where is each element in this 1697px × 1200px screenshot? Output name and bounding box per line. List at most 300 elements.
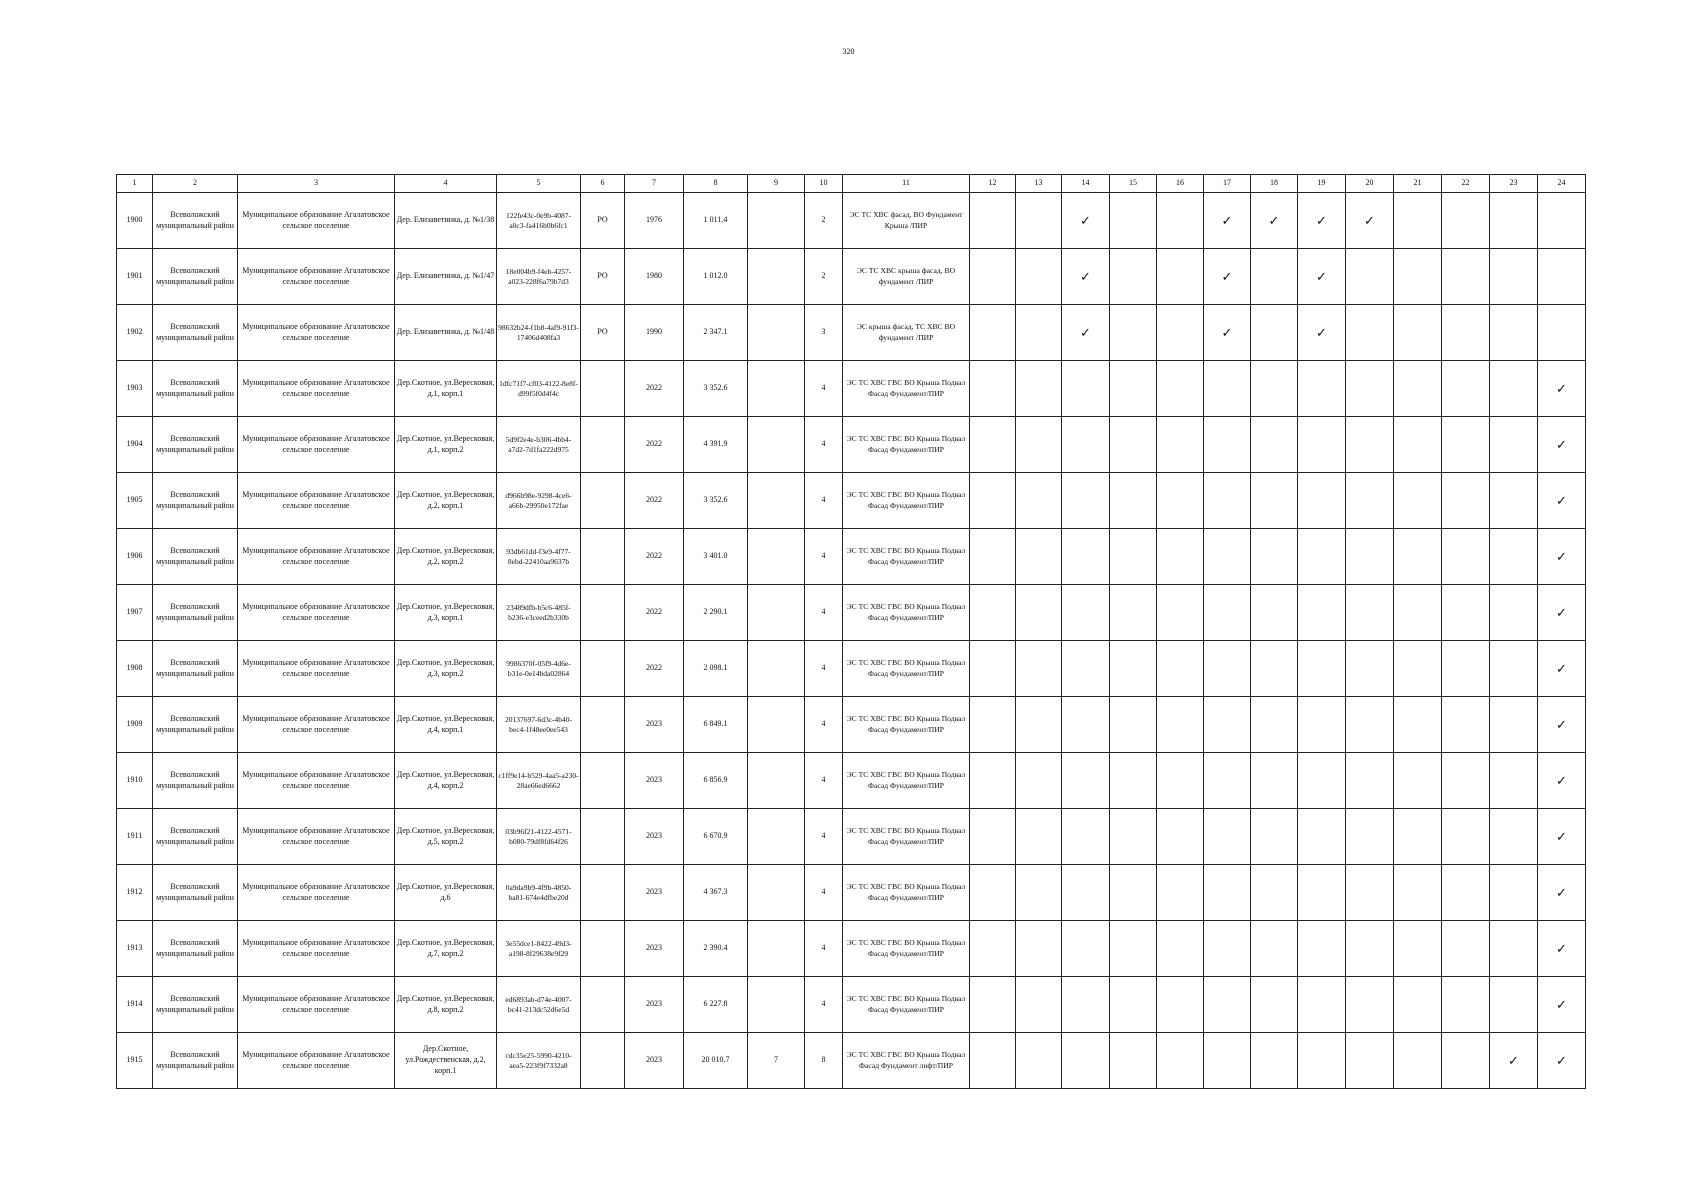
empty-cell [1298, 585, 1346, 641]
empty-cell [1442, 753, 1490, 809]
empty-cell [1157, 473, 1204, 529]
municipality-cell: Муниципальное образование Агалатовское сельское поселение [238, 865, 395, 921]
year-cell: 2023 [625, 1033, 684, 1089]
area-cell: 1 012.0 [684, 249, 748, 305]
row-number-cell: 1911 [117, 809, 153, 865]
building-id-cell: cdc35e25-5990-4210-aea5-223f9f7332a8 [497, 1033, 581, 1089]
area-cell: 20 010.7 [684, 1033, 748, 1089]
address-cell: Дер.Скотное, ул.Вересковая, д.6 [395, 865, 497, 921]
table-body [117, 193, 1586, 1089]
empty-cell [1062, 417, 1110, 473]
column-header-21: 21 [1394, 175, 1442, 193]
year-cell: 1980 [625, 249, 684, 305]
empty-cell [1394, 249, 1442, 305]
empty-cell [1062, 753, 1110, 809]
works-cell: ЭС ТС ХВС ГВС ВО Крыша Подвал Фасад Фундамент/ПИР [843, 697, 970, 753]
empty-cell [1298, 809, 1346, 865]
empty-cell [1157, 361, 1204, 417]
municipality-cell: Муниципальное образование Агалатовское сельское поселение [238, 193, 395, 249]
empty-cell [1394, 193, 1442, 249]
empty-cell [1298, 1033, 1346, 1089]
empty-cell [970, 249, 1016, 305]
row-number-cell: 1915 [117, 1033, 153, 1089]
empty-cell [1157, 753, 1204, 809]
empty-cell [970, 361, 1016, 417]
column-header-18: 18 [1251, 175, 1298, 193]
column-9-cell [748, 921, 805, 977]
row-number-cell: 1900 [117, 193, 153, 249]
column-header-15: 15 [1110, 175, 1157, 193]
empty-cell [1298, 529, 1346, 585]
type-cell [581, 921, 625, 977]
empty-cell [970, 809, 1016, 865]
empty-cell [1016, 809, 1062, 865]
row-number-cell: 1904 [117, 417, 153, 473]
row-number-cell: 1906 [117, 529, 153, 585]
floors-cell: 4 [805, 361, 843, 417]
area-cell: 3 352.6 [684, 361, 748, 417]
empty-cell [1346, 473, 1394, 529]
empty-cell [1442, 193, 1490, 249]
type-cell [581, 529, 625, 585]
type-cell [581, 585, 625, 641]
empty-cell [1394, 809, 1442, 865]
building-id-cell: 18e004b9-f4eb-4257-a023-228f6a79b7d3 [497, 249, 581, 305]
column-header-10: 10 [805, 175, 843, 193]
column-9-cell [748, 249, 805, 305]
type-cell: РО [581, 249, 625, 305]
empty-cell [1490, 305, 1538, 361]
column-header-7: 7 [625, 175, 684, 193]
floors-cell: 4 [805, 585, 843, 641]
empty-cell [1062, 585, 1110, 641]
column-9-cell [748, 977, 805, 1033]
checkmark-icon: ✓ [1298, 249, 1346, 305]
empty-cell [1016, 865, 1062, 921]
building-id-cell: 98632b24-f1b8-4af9-91f3-17406d408fa3 [497, 305, 581, 361]
checkmark-icon: ✓ [1298, 305, 1346, 361]
empty-cell [1442, 809, 1490, 865]
building-id-cell: 3e55dce1-8422-49d3-a198-8f29638e9f29 [497, 921, 581, 977]
column-header-4: 4 [395, 175, 497, 193]
table-row [117, 641, 1586, 697]
address-cell: Дер. Елизаветинка, д. №1/38 [395, 193, 497, 249]
works-cell: ЭС ТС ХВС ГВС ВО Крыша Подвал Фасад Фундамент/ПИР [843, 417, 970, 473]
address-cell: Дер.Скотное, ул.Вересковая, д.3, корп.2 [395, 641, 497, 697]
column-9-cell [748, 361, 805, 417]
works-cell: ЭС ТС ХВС ГВС ВО Крыша Подвал Фасад Фундамент/ПИР [843, 585, 970, 641]
area-cell: 3 352.6 [684, 473, 748, 529]
empty-cell [1204, 361, 1251, 417]
works-cell: ЭС ТС ХВС ГВС ВО Крыша Подвал Фасад Фундамент/ПИР [843, 361, 970, 417]
district-cell: Всеволожский муниципальный район [153, 193, 238, 249]
empty-cell [1394, 585, 1442, 641]
building-id-cell: 0a9da9b9-4f9b-4850-ba81-674e4dfbe20d [497, 865, 581, 921]
column-9-cell [748, 473, 805, 529]
empty-cell [1204, 473, 1251, 529]
empty-cell [1442, 361, 1490, 417]
floors-cell: 4 [805, 417, 843, 473]
column-header-1: 1 [117, 175, 153, 193]
column-header-16: 16 [1157, 175, 1204, 193]
empty-cell [1490, 585, 1538, 641]
empty-cell [1490, 697, 1538, 753]
empty-cell [1016, 697, 1062, 753]
municipality-cell: Муниципальное образование Агалатовское сельское поселение [238, 1033, 395, 1089]
table-row [117, 585, 1586, 641]
area-cell: 6 670.9 [684, 809, 748, 865]
empty-cell [1110, 473, 1157, 529]
district-cell: Всеволожский муниципальный район [153, 529, 238, 585]
empty-cell [1204, 529, 1251, 585]
area-cell: 2 098.1 [684, 641, 748, 697]
empty-cell [1110, 585, 1157, 641]
floors-cell: 4 [805, 697, 843, 753]
district-cell: Всеволожский муниципальный район [153, 697, 238, 753]
empty-cell [1062, 1033, 1110, 1089]
empty-cell [1157, 585, 1204, 641]
column-9-cell [748, 641, 805, 697]
row-number-cell: 1905 [117, 473, 153, 529]
type-cell [581, 865, 625, 921]
floors-cell: 4 [805, 641, 843, 697]
empty-cell [1298, 921, 1346, 977]
empty-cell [1157, 193, 1204, 249]
column-header-3: 3 [238, 175, 395, 193]
empty-cell [1298, 361, 1346, 417]
municipality-cell: Муниципальное образование Агалатовское сельское поселение [238, 361, 395, 417]
empty-cell [1394, 977, 1442, 1033]
empty-cell [1204, 1033, 1251, 1089]
address-cell: Дер.Скотное, ул.Вересковая, д.1, корп.2 [395, 417, 497, 473]
empty-cell [1490, 417, 1538, 473]
checkmark-icon: ✓ [1062, 249, 1110, 305]
type-cell [581, 1033, 625, 1089]
empty-cell [1298, 865, 1346, 921]
year-cell: 2022 [625, 585, 684, 641]
empty-cell [1110, 361, 1157, 417]
building-id-cell: 9986370f-05f9-4d6e-b31e-0e14bda02864 [497, 641, 581, 697]
checkmark-icon: ✓ [1490, 1033, 1538, 1089]
address-cell: Дер.Скотное, ул.Вересковая, д.5, корп.2 [395, 809, 497, 865]
empty-cell [1442, 1033, 1490, 1089]
floors-cell: 4 [805, 529, 843, 585]
empty-cell [1251, 697, 1298, 753]
works-cell: ЭС ТС ХВС ГВС ВО Крыша Подвал Фасад Фундамент/ПИР [843, 977, 970, 1033]
empty-cell [1346, 697, 1394, 753]
type-cell [581, 753, 625, 809]
column-9-cell: 7 [748, 1033, 805, 1089]
column-9-cell [748, 417, 805, 473]
empty-cell [1490, 753, 1538, 809]
empty-cell [1442, 249, 1490, 305]
table-row [117, 305, 1586, 361]
building-id-cell: 122fe43c-0e9b-4087-a0c3-fa416b0b6fc1 [497, 193, 581, 249]
empty-cell [1251, 305, 1298, 361]
district-cell: Всеволожский муниципальный район [153, 585, 238, 641]
type-cell [581, 417, 625, 473]
type-cell [581, 473, 625, 529]
empty-cell [1110, 865, 1157, 921]
checkmark-icon: ✓ [1538, 921, 1586, 977]
row-number-cell: 1903 [117, 361, 153, 417]
empty-cell [1016, 473, 1062, 529]
checkmark-icon: ✓ [1204, 305, 1251, 361]
empty-cell [970, 473, 1016, 529]
empty-cell [1157, 977, 1204, 1033]
column-9-cell [748, 529, 805, 585]
empty-cell [1346, 361, 1394, 417]
checkmark-icon: ✓ [1538, 1033, 1586, 1089]
empty-cell [970, 977, 1016, 1033]
column-header-5: 5 [497, 175, 581, 193]
year-cell: 2023 [625, 697, 684, 753]
address-cell: Дер. Елизаветинка, д. №1/47 [395, 249, 497, 305]
table-row [117, 977, 1586, 1033]
empty-cell [1251, 865, 1298, 921]
empty-cell [1251, 361, 1298, 417]
empty-cell [1490, 361, 1538, 417]
works-cell: ЭС ТС ХВС ГВС ВО Крыша Подвал Фасад Фундамент лифт/ПИР [843, 1033, 970, 1089]
checkmark-icon: ✓ [1538, 361, 1586, 417]
type-cell [581, 361, 625, 417]
empty-cell [1251, 641, 1298, 697]
empty-cell [1204, 753, 1251, 809]
district-cell: Всеволожский муниципальный район [153, 417, 238, 473]
empty-cell [1346, 809, 1394, 865]
empty-cell [1346, 977, 1394, 1033]
address-cell: Дер.Скотное, ул.Вересковая, д.4, корп.2 [395, 753, 497, 809]
year-cell: 2023 [625, 921, 684, 977]
table-row [117, 1033, 1586, 1089]
checkmark-icon: ✓ [1538, 473, 1586, 529]
address-cell: Дер.Скотное, ул.Вересковая, д.4, корп.1 [395, 697, 497, 753]
column-header-8: 8 [684, 175, 748, 193]
empty-cell [970, 417, 1016, 473]
table-row [117, 865, 1586, 921]
floors-cell: 4 [805, 809, 843, 865]
checkmark-icon: ✓ [1538, 417, 1586, 473]
address-cell: Дер. Елизаветинка, д. №1/48 [395, 305, 497, 361]
type-cell: РО [581, 305, 625, 361]
table-row [117, 921, 1586, 977]
checkmark-icon: ✓ [1251, 193, 1298, 249]
empty-cell [1394, 697, 1442, 753]
empty-cell [1394, 473, 1442, 529]
works-cell: ЭС ТС ХВС ГВС ВО Крыша Подвал Фасад Фундамент/ПИР [843, 473, 970, 529]
empty-cell [1251, 249, 1298, 305]
floors-cell: 4 [805, 977, 843, 1033]
year-cell: 2022 [625, 361, 684, 417]
empty-cell [1016, 193, 1062, 249]
works-cell: ЭС ТС ХВС ГВС ВО Крыша Подвал Фасад Фундамент/ПИР [843, 753, 970, 809]
empty-cell [1251, 977, 1298, 1033]
empty-cell [970, 193, 1016, 249]
empty-cell [1062, 865, 1110, 921]
floors-cell: 4 [805, 473, 843, 529]
empty-cell [1298, 753, 1346, 809]
empty-cell [1538, 249, 1586, 305]
empty-cell [1346, 865, 1394, 921]
year-cell: 2023 [625, 809, 684, 865]
empty-cell [1346, 641, 1394, 697]
empty-cell [1016, 305, 1062, 361]
table-row [117, 473, 1586, 529]
municipality-cell: Муниципальное образование Агалатовское сельское поселение [238, 921, 395, 977]
floors-cell: 2 [805, 193, 843, 249]
column-header-20: 20 [1346, 175, 1394, 193]
row-number-cell: 1908 [117, 641, 153, 697]
empty-cell [1157, 641, 1204, 697]
address-cell: Дер.Скотное, ул.Вересковая, д.2, корп.2 [395, 529, 497, 585]
empty-cell [1062, 697, 1110, 753]
empty-cell [1490, 193, 1538, 249]
empty-cell [970, 697, 1016, 753]
checkmark-icon: ✓ [1062, 305, 1110, 361]
floors-cell: 8 [805, 1033, 843, 1089]
district-cell: Всеволожский муниципальный район [153, 809, 238, 865]
empty-cell [1490, 529, 1538, 585]
empty-cell [1157, 1033, 1204, 1089]
area-cell: 1 011.4 [684, 193, 748, 249]
empty-cell [970, 585, 1016, 641]
empty-cell [1110, 417, 1157, 473]
area-cell: 4 391.9 [684, 417, 748, 473]
checkmark-icon: ✓ [1538, 585, 1586, 641]
empty-cell [970, 921, 1016, 977]
empty-cell [1016, 641, 1062, 697]
empty-cell [1016, 753, 1062, 809]
empty-cell [1157, 809, 1204, 865]
empty-cell [1394, 865, 1442, 921]
empty-cell [1442, 977, 1490, 1033]
column-9-cell [748, 305, 805, 361]
area-cell: 6 856.9 [684, 753, 748, 809]
empty-cell [1442, 585, 1490, 641]
table-row [117, 249, 1586, 305]
empty-cell [1251, 473, 1298, 529]
municipality-cell: Муниципальное образование Агалатовское сельское поселение [238, 977, 395, 1033]
municipality-cell: Муниципальное образование Агалатовское сельское поселение [238, 305, 395, 361]
empty-cell [1110, 1033, 1157, 1089]
row-number-cell: 1902 [117, 305, 153, 361]
type-cell [581, 977, 625, 1033]
column-header-22: 22 [1442, 175, 1490, 193]
checkmark-icon: ✓ [1204, 249, 1251, 305]
checkmark-icon: ✓ [1538, 809, 1586, 865]
empty-cell [1251, 753, 1298, 809]
building-id-cell: 23489dfb-b5c6-485f-b236-e3ceed2b330b [497, 585, 581, 641]
empty-cell [970, 1033, 1016, 1089]
checkmark-icon: ✓ [1204, 193, 1251, 249]
year-cell: 2022 [625, 473, 684, 529]
empty-cell [1157, 529, 1204, 585]
municipality-cell: Муниципальное образование Агалатовское сельское поселение [238, 473, 395, 529]
type-cell [581, 641, 625, 697]
municipality-cell: Муниципальное образование Агалатовское сельское поселение [238, 809, 395, 865]
works-cell: ЭС ТС ХВС ГВС ВО Крыша Подвал Фасад Фундамент/ПИР [843, 641, 970, 697]
floors-cell: 2 [805, 249, 843, 305]
empty-cell [1157, 417, 1204, 473]
empty-cell [1110, 753, 1157, 809]
empty-cell [1442, 921, 1490, 977]
area-cell: 4 367.3 [684, 865, 748, 921]
address-cell: Дер.Скотное, ул.Рождественская, д.2, корп.1 [395, 1033, 497, 1089]
area-cell: 2 290.1 [684, 585, 748, 641]
empty-cell [1346, 753, 1394, 809]
empty-cell [1016, 361, 1062, 417]
works-cell: ЭС ТС ХВС ГВС ВО Крыша Подвал Фасад Фундамент/ПИР [843, 809, 970, 865]
row-number-cell: 1912 [117, 865, 153, 921]
empty-cell [1251, 417, 1298, 473]
building-id-cell: c1ff9e14-b529-4aa5-a230-28ae66ed6662 [497, 753, 581, 809]
empty-cell [1251, 809, 1298, 865]
empty-cell [1442, 417, 1490, 473]
empty-cell [1490, 865, 1538, 921]
empty-cell [1346, 921, 1394, 977]
floors-cell: 4 [805, 921, 843, 977]
checkmark-icon: ✓ [1538, 641, 1586, 697]
empty-cell [1394, 641, 1442, 697]
district-cell: Всеволожский муниципальный район [153, 473, 238, 529]
empty-cell [1204, 697, 1251, 753]
empty-cell [1062, 361, 1110, 417]
empty-cell [1346, 417, 1394, 473]
empty-cell [1394, 753, 1442, 809]
column-header-19: 19 [1298, 175, 1346, 193]
district-cell: Всеволожский муниципальный район [153, 641, 238, 697]
building-id-cell: 1dfc71f7-cf03-4122-8e8f-d99f5f0d4f4c [497, 361, 581, 417]
empty-cell [1062, 473, 1110, 529]
empty-cell [1538, 305, 1586, 361]
empty-cell [1110, 641, 1157, 697]
table-row [117, 697, 1586, 753]
district-cell: Всеволожский муниципальный район [153, 977, 238, 1033]
empty-cell [1251, 529, 1298, 585]
empty-cell [1204, 641, 1251, 697]
type-cell [581, 809, 625, 865]
checkmark-icon: ✓ [1298, 193, 1346, 249]
empty-cell [1442, 697, 1490, 753]
empty-cell [1394, 305, 1442, 361]
column-header-12: 12 [970, 175, 1016, 193]
empty-cell [1110, 921, 1157, 977]
year-cell: 2023 [625, 865, 684, 921]
address-cell: Дер.Скотное, ул.Вересковая, д.8, корп.2 [395, 977, 497, 1033]
empty-cell [1204, 417, 1251, 473]
empty-cell [1016, 585, 1062, 641]
district-cell: Всеволожский муниципальный район [153, 1033, 238, 1089]
area-cell: 6 227.8 [684, 977, 748, 1033]
empty-cell [1346, 585, 1394, 641]
table-row [117, 753, 1586, 809]
empty-cell [1016, 921, 1062, 977]
empty-cell [1016, 529, 1062, 585]
empty-cell [1394, 417, 1442, 473]
checkmark-icon: ✓ [1538, 529, 1586, 585]
year-cell: 1976 [625, 193, 684, 249]
empty-cell [1157, 697, 1204, 753]
empty-cell [1490, 921, 1538, 977]
empty-cell [1298, 977, 1346, 1033]
empty-cell [1016, 249, 1062, 305]
district-cell: Всеволожский муниципальный район [153, 921, 238, 977]
empty-cell [1394, 921, 1442, 977]
floors-cell: 4 [805, 753, 843, 809]
empty-cell [1490, 249, 1538, 305]
building-id-cell: 5d9f2e4e-b306-4bb4-a7d2-7d1fa222d975 [497, 417, 581, 473]
type-cell [581, 697, 625, 753]
